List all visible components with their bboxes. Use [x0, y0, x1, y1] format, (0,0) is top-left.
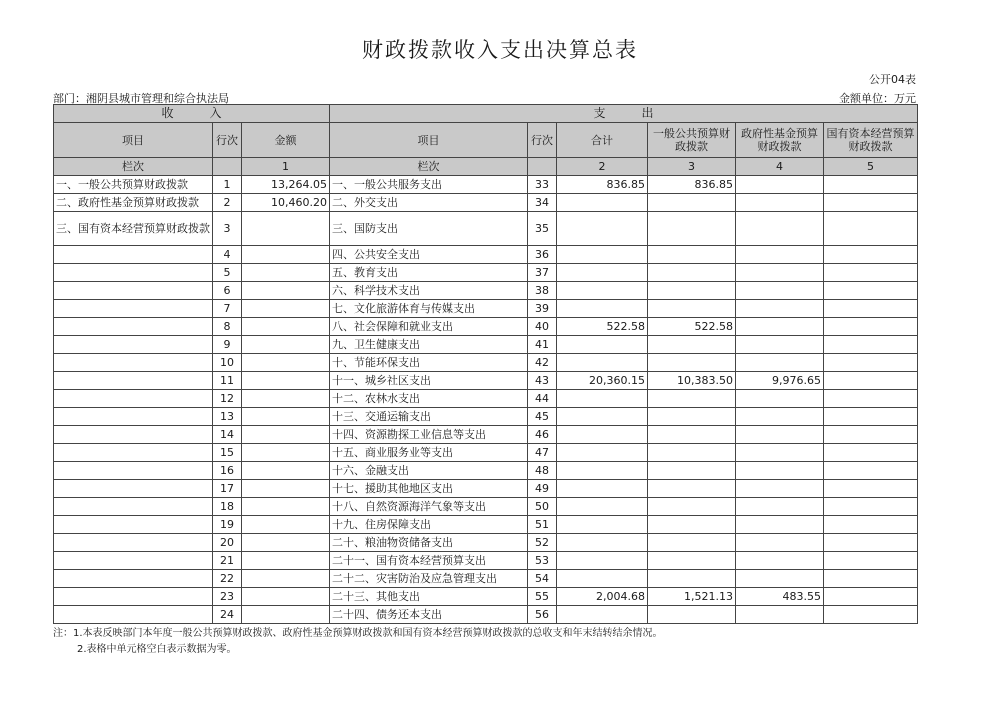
expense-header: 支 出: [330, 105, 918, 123]
state-capital-cell: [824, 606, 918, 624]
fund-budget-cell: [736, 354, 824, 372]
income-line-cell: 10: [213, 354, 242, 372]
income-amount-cell: [242, 336, 330, 354]
income-amount-cell: [242, 444, 330, 462]
expense-total-cell: [557, 390, 648, 408]
table-row: [54, 300, 918, 318]
state-capital-cell: [824, 588, 918, 606]
state-capital-cell: [824, 264, 918, 282]
income-amount-cell: [242, 516, 330, 534]
general-budget-cell: [648, 336, 736, 354]
expense-total-cell: [557, 480, 648, 498]
state-capital-cell: [824, 534, 918, 552]
income-amount-cell: [242, 212, 330, 246]
fund-budget-cell: [736, 318, 824, 336]
fund-budget-cell: 483.55: [736, 588, 824, 606]
income-amount-cell: [242, 300, 330, 318]
expense-total-cell: [557, 516, 648, 534]
expense-line-cell: 38: [528, 282, 557, 300]
income-amount-cell: [242, 426, 330, 444]
expense-total-cell: [557, 282, 648, 300]
expense-total-cell: [557, 606, 648, 624]
income-line-cell: 9: [213, 336, 242, 354]
income-amount-cell: [242, 498, 330, 516]
income-line-cell: 20: [213, 534, 242, 552]
income-header: 收 入: [54, 105, 330, 123]
general-budget-cell: [648, 408, 736, 426]
general-budget-header: 一般公共预算财政拨款: [648, 123, 736, 158]
expense-total-cell: [557, 498, 648, 516]
general-budget-cell: [648, 282, 736, 300]
income-amount-cell: 13,264.05: [242, 176, 330, 194]
expense-item-cell: 十七、援助其他地区支出: [330, 480, 528, 498]
state-capital-cell: [824, 498, 918, 516]
budget-summary-table: [53, 104, 918, 624]
income-line-cell: 6: [213, 282, 242, 300]
income-amount-cell: [242, 408, 330, 426]
income-item-cell: [54, 426, 213, 444]
general-budget-cell: [648, 570, 736, 588]
table-body: [54, 105, 918, 624]
general-budget-cell: [648, 390, 736, 408]
fund-budget-cell: [736, 552, 824, 570]
fund-budget-cell: [736, 212, 824, 246]
income-amount-cell: [242, 372, 330, 390]
expense-line-cell: 50: [528, 498, 557, 516]
table-row: [54, 264, 918, 282]
expense-total-cell: [557, 300, 648, 318]
expense-item-cell: 二十二、灾害防治及应急管理支出: [330, 570, 528, 588]
state-capital-cell: [824, 426, 918, 444]
income-line-cell: 2: [213, 194, 242, 212]
income-amount-cell: [242, 534, 330, 552]
general-budget-cell: [648, 246, 736, 264]
table-row: [54, 282, 918, 300]
table-row: [54, 372, 918, 390]
income-line-cell: 24: [213, 606, 242, 624]
income-item-cell: [54, 354, 213, 372]
general-budget-cell: [648, 606, 736, 624]
income-amount-cell: [242, 354, 330, 372]
expense-total-cell: 2,004.68: [557, 588, 648, 606]
table-row: [54, 480, 918, 498]
state-capital-cell: [824, 318, 918, 336]
expense-total-cell: [557, 246, 648, 264]
table-row: [54, 390, 918, 408]
income-item-cell: [54, 588, 213, 606]
table-row: [54, 246, 918, 264]
income-line-cell: 14: [213, 426, 242, 444]
state-capital-cell: [824, 300, 918, 318]
expense-line-cell: 34: [528, 194, 557, 212]
expense-total-cell: [557, 444, 648, 462]
state-capital-cell: [824, 212, 918, 246]
table-row: [54, 552, 918, 570]
income-item-cell: 二、政府性基金预算财政拨款: [54, 194, 213, 212]
income-line-cell: 23: [213, 588, 242, 606]
income-item-cell: [54, 264, 213, 282]
general-budget-cell: 522.58: [648, 318, 736, 336]
income-item-cell: [54, 480, 213, 498]
income-item-cell: [54, 534, 213, 552]
expense-total-cell: [557, 570, 648, 588]
expense-line-header: 行次: [528, 123, 557, 158]
income-item-cell: [54, 372, 213, 390]
income-item-header: 项目: [54, 123, 213, 158]
income-line-cell: 3: [213, 212, 242, 246]
expense-item-cell: 一、一般公共服务支出: [330, 176, 528, 194]
income-line-cell: 16: [213, 462, 242, 480]
expense-item-cell: 十、节能环保支出: [330, 354, 528, 372]
income-item-cell: [54, 282, 213, 300]
expense-total-cell: [557, 212, 648, 246]
income-amount-cell: [242, 246, 330, 264]
income-line-cell: 21: [213, 552, 242, 570]
fund-budget-cell: 9,976.65: [736, 372, 824, 390]
income-amount-cell: [242, 318, 330, 336]
expense-total-cell: [557, 194, 648, 212]
expense-line-cell: 33: [528, 176, 557, 194]
general-budget-cell: [648, 444, 736, 462]
income-line-cell: 1: [213, 176, 242, 194]
income-item-cell: [54, 498, 213, 516]
income-amount-cell: [242, 282, 330, 300]
fund-budget-cell: [736, 516, 824, 534]
table-row: [54, 354, 918, 372]
table-row: [54, 194, 918, 212]
state-capital-cell: [824, 354, 918, 372]
general-budget-cell: 10,383.50: [648, 372, 736, 390]
income-amount-cell: [242, 462, 330, 480]
expense-total-cell: [557, 462, 648, 480]
income-amount-cell: [242, 588, 330, 606]
income-line-cell: 7: [213, 300, 242, 318]
state-capital-cell: [824, 390, 918, 408]
expense-line-cell: 44: [528, 390, 557, 408]
income-amount-header: 金额: [242, 123, 330, 158]
expense-total-cell: 20,360.15: [557, 372, 648, 390]
expense-item-cell: 十六、金融支出: [330, 462, 528, 480]
table-row: [54, 176, 918, 194]
expense-item-cell: 七、文化旅游体育与传媒支出: [330, 300, 528, 318]
expense-item-cell: 二、外交支出: [330, 194, 528, 212]
column-number-blank: [213, 158, 242, 176]
expense-item-cell: 十九、住房保障支出: [330, 516, 528, 534]
income-item-cell: [54, 390, 213, 408]
table-row: [54, 336, 918, 354]
column-number-blank: [528, 158, 557, 176]
income-amount-cell: [242, 480, 330, 498]
header-row-1: [54, 105, 918, 123]
expense-item-cell: 十一、城乡社区支出: [330, 372, 528, 390]
state-capital-cell: [824, 176, 918, 194]
expense-item-cell: 十四、资源勘探工业信息等支出: [330, 426, 528, 444]
column-number: 2: [557, 158, 648, 176]
income-line-cell: 5: [213, 264, 242, 282]
fund-budget-cell: [736, 534, 824, 552]
expense-item-cell: 二十四、债务还本支出: [330, 606, 528, 624]
income-item-cell: 一、一般公共预算财政拨款: [54, 176, 213, 194]
general-budget-cell: [648, 264, 736, 282]
expense-line-cell: 54: [528, 570, 557, 588]
general-budget-cell: [648, 354, 736, 372]
state-capital-header: 国有资本经营预算财政拨款: [824, 123, 918, 158]
general-budget-cell: 836.85: [648, 176, 736, 194]
fund-budget-cell: [736, 606, 824, 624]
state-capital-cell: [824, 194, 918, 212]
expense-line-cell: 43: [528, 372, 557, 390]
income-item-cell: [54, 462, 213, 480]
income-line-cell: 19: [213, 516, 242, 534]
expense-line-cell: 53: [528, 552, 557, 570]
expense-item-cell: 九、卫生健康支出: [330, 336, 528, 354]
expense-line-cell: 42: [528, 354, 557, 372]
state-capital-cell: [824, 570, 918, 588]
report-title: 财政拨款收入支出决算总表: [362, 38, 638, 62]
header-row-2: [54, 123, 918, 158]
state-capital-cell: [824, 480, 918, 498]
income-line-cell: 11: [213, 372, 242, 390]
income-item-cell: [54, 408, 213, 426]
expense-total-cell: [557, 408, 648, 426]
income-amount-cell: [242, 606, 330, 624]
amount-unit-label: 金额单位：万元: [839, 92, 916, 105]
expense-total-cell: 522.58: [557, 318, 648, 336]
income-item-cell: [54, 606, 213, 624]
general-budget-cell: [648, 212, 736, 246]
table-row: [54, 426, 918, 444]
income-line-cell: 17: [213, 480, 242, 498]
income-item-cell: [54, 300, 213, 318]
expense-line-cell: 55: [528, 588, 557, 606]
footnote: 注：1.本表反映部门本年度一般公共预算财政拨款、政府性基金预算财政拨款和国有资本经营预算财政拨款的总收支和年末结转结余情况。: [53, 628, 663, 639]
expense-line-cell: 37: [528, 264, 557, 282]
column-number: 3: [648, 158, 736, 176]
expense-item-header: 项目: [330, 123, 528, 158]
table-row: [54, 318, 918, 336]
expense-line-cell: 52: [528, 534, 557, 552]
general-budget-cell: [648, 516, 736, 534]
table-row: [54, 516, 918, 534]
fund-budget-header: 政府性基金预算财政拨款: [736, 123, 824, 158]
fund-budget-cell: [736, 498, 824, 516]
income-item-cell: [54, 336, 213, 354]
general-budget-cell: [648, 552, 736, 570]
expense-item-cell: 三、国防支出: [330, 212, 528, 246]
general-budget-cell: [648, 194, 736, 212]
general-budget-cell: 1,521.13: [648, 588, 736, 606]
expense-item-cell: 八、社会保障和就业支出: [330, 318, 528, 336]
income-amount-cell: [242, 570, 330, 588]
general-budget-cell: [648, 462, 736, 480]
income-item-cell: [54, 444, 213, 462]
state-capital-cell: [824, 282, 918, 300]
expense-total-cell: [557, 264, 648, 282]
expense-line-cell: 41: [528, 336, 557, 354]
expense-item-cell: 二十、粮油物资储备支出: [330, 534, 528, 552]
income-line-cell: 4: [213, 246, 242, 264]
state-capital-cell: [824, 444, 918, 462]
expense-item-cell: 二十一、国有资本经营预算支出: [330, 552, 528, 570]
expense-item-cell: 四、公共安全支出: [330, 246, 528, 264]
general-budget-cell: [648, 300, 736, 318]
state-capital-cell: [824, 246, 918, 264]
expense-total-cell: [557, 426, 648, 444]
state-capital-cell: [824, 372, 918, 390]
income-line-cell: 18: [213, 498, 242, 516]
footnote: 2.表格中单元格空白表示数据为零。: [77, 644, 237, 655]
expense-total-header: 合计: [557, 123, 648, 158]
fund-budget-cell: [736, 444, 824, 462]
expense-item-cell: 五、教育支出: [330, 264, 528, 282]
income-amount-cell: [242, 390, 330, 408]
fund-budget-cell: [736, 194, 824, 212]
expense-line-cell: 39: [528, 300, 557, 318]
fund-budget-cell: [736, 300, 824, 318]
fund-budget-cell: [736, 390, 824, 408]
fund-budget-cell: [736, 426, 824, 444]
income-amount-cell: [242, 264, 330, 282]
income-line-cell: 12: [213, 390, 242, 408]
income-item-cell: [54, 570, 213, 588]
expense-line-cell: 47: [528, 444, 557, 462]
footnotes: [53, 626, 663, 658]
table-row: [54, 444, 918, 462]
income-item-cell: 三、国有资本经营预算财政拨款: [54, 212, 213, 246]
state-capital-cell: [824, 516, 918, 534]
income-line-cell: 8: [213, 318, 242, 336]
fund-budget-cell: [736, 408, 824, 426]
income-amount-cell: [242, 552, 330, 570]
income-item-cell: [54, 552, 213, 570]
state-capital-cell: [824, 552, 918, 570]
expense-line-cell: 49: [528, 480, 557, 498]
expense-item-cell: 十八、自然资源海洋气象等支出: [330, 498, 528, 516]
expense-line-cell: 40: [528, 318, 557, 336]
table-row: [54, 462, 918, 480]
table-row: [54, 606, 918, 624]
department-label: 部门：湘阴县城市管理和综合执法局: [53, 92, 229, 105]
expense-item-cell: 十五、商业服务业等支出: [330, 444, 528, 462]
table-row: [54, 570, 918, 588]
table-row: [54, 588, 918, 606]
fund-budget-cell: [736, 462, 824, 480]
form-code: 公开04表: [869, 73, 916, 86]
expense-item-cell: 六、科学技术支出: [330, 282, 528, 300]
fund-budget-cell: [736, 176, 824, 194]
expense-item-cell: 十三、交通运输支出: [330, 408, 528, 426]
income-line-cell: 13: [213, 408, 242, 426]
expense-total-cell: [557, 336, 648, 354]
expense-total-cell: 836.85: [557, 176, 648, 194]
column-number-row: [54, 158, 918, 176]
expense-item-cell: 二十三、其他支出: [330, 588, 528, 606]
fund-budget-cell: [736, 570, 824, 588]
income-item-cell: [54, 246, 213, 264]
expense-line-cell: 56: [528, 606, 557, 624]
expense-line-cell: 48: [528, 462, 557, 480]
general-budget-cell: [648, 534, 736, 552]
income-item-cell: [54, 516, 213, 534]
general-budget-cell: [648, 426, 736, 444]
table-row: [54, 498, 918, 516]
income-line-cell: 22: [213, 570, 242, 588]
income-item-cell: [54, 318, 213, 336]
income-amount-cell: 10,460.20: [242, 194, 330, 212]
general-budget-cell: [648, 498, 736, 516]
expense-item-cell: 十二、农林水支出: [330, 390, 528, 408]
column-number: 5: [824, 158, 918, 176]
expense-line-cell: 36: [528, 246, 557, 264]
table-row: [54, 408, 918, 426]
income-line-cell: 15: [213, 444, 242, 462]
column-number: 4: [736, 158, 824, 176]
fund-budget-cell: [736, 336, 824, 354]
general-budget-cell: [648, 480, 736, 498]
state-capital-cell: [824, 462, 918, 480]
table-row: [54, 212, 918, 246]
fund-budget-cell: [736, 264, 824, 282]
expense-total-cell: [557, 534, 648, 552]
fund-budget-cell: [736, 282, 824, 300]
expense-line-cell: 51: [528, 516, 557, 534]
fund-budget-cell: [736, 246, 824, 264]
expense-total-cell: [557, 354, 648, 372]
state-capital-cell: [824, 336, 918, 354]
state-capital-cell: [824, 408, 918, 426]
fund-budget-cell: [736, 480, 824, 498]
column-label: 栏次: [54, 158, 213, 176]
expense-total-cell: [557, 552, 648, 570]
expense-line-cell: 35: [528, 212, 557, 246]
income-line-header: 行次: [213, 123, 242, 158]
column-number: 1: [242, 158, 330, 176]
expense-line-cell: 46: [528, 426, 557, 444]
expense-line-cell: 45: [528, 408, 557, 426]
table-row: [54, 534, 918, 552]
column-label: 栏次: [330, 158, 528, 176]
